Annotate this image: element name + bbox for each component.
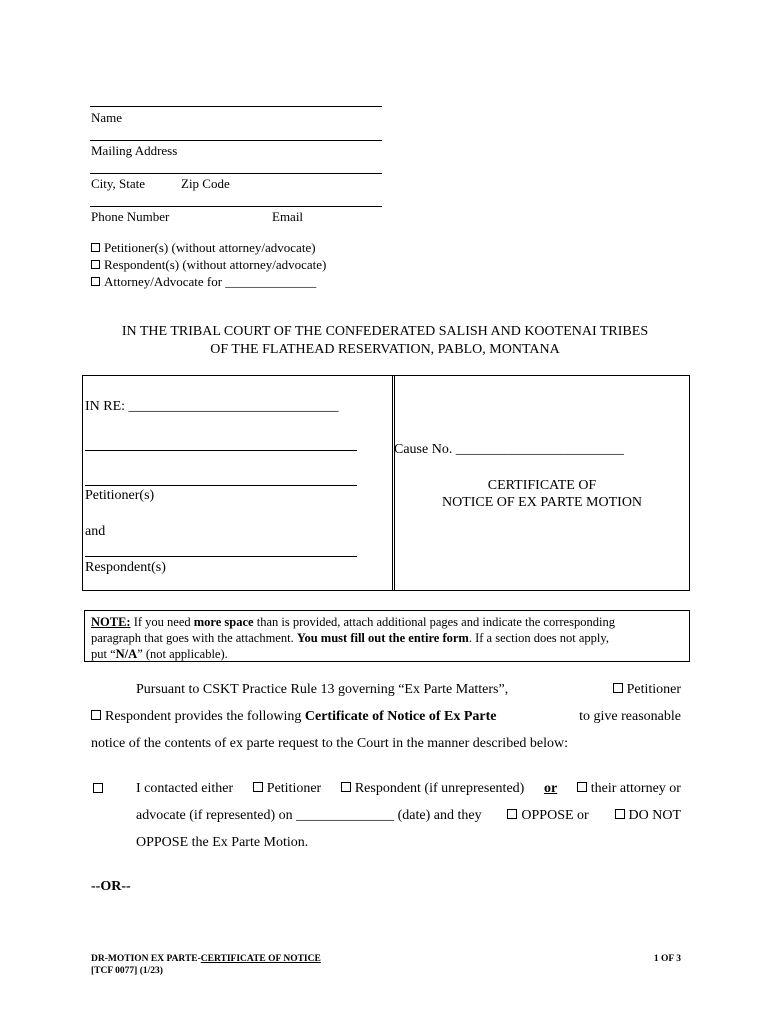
party-name-line-1[interactable]: [85, 450, 357, 451]
zip-code-label: Zip Code: [181, 176, 230, 191]
checkbox-label: Petitioner: [626, 682, 681, 697]
item-text: I contacted either: [136, 781, 234, 796]
checkbox-icon[interactable]: [615, 809, 625, 819]
item-text: OPPOSE the Ex Parte Motion.: [136, 835, 309, 850]
contact-item: [136, 780, 681, 861]
party-option-respondent[interactable]: [91, 257, 326, 274]
footer-form-code: [TCF 0077] (1/23): [91, 966, 163, 976]
body-paragraph: [91, 681, 681, 762]
mailing-address-line[interactable]: [90, 140, 382, 141]
and-label: and: [85, 524, 106, 539]
mailing-address-label: Mailing Address: [91, 143, 178, 158]
checkbox-label: their attorney or: [590, 781, 681, 796]
court-title: [60, 323, 710, 359]
checkbox-icon[interactable]: [91, 277, 100, 286]
party-option-label: Petitioner(s) (without attorney/advocate): [104, 240, 316, 255]
in-re-field[interactable]: IN RE: ______________________________: [85, 399, 339, 414]
city-state-zip-line[interactable]: [90, 173, 382, 174]
document-title-line2: NOTICE OF EX PARTE MOTION: [441, 495, 643, 510]
party-name-line-2[interactable]: [85, 485, 357, 486]
name-line[interactable]: [90, 106, 382, 107]
note-text: If you need: [130, 615, 194, 629]
court-title-line2: OF THE FLATHEAD RESERVATION, PABLO, MONTANA: [210, 342, 560, 357]
note-bold: N/A: [115, 647, 138, 661]
cause-number-field[interactable]: Cause No. ________________________: [394, 442, 624, 457]
paragraph-text: to give reasonable: [579, 709, 681, 724]
city-state-label: City, State: [91, 176, 146, 191]
checkbox-label: DO NOT: [628, 808, 681, 823]
phone-email-line[interactable]: [90, 206, 382, 207]
checkbox-icon[interactable]: [507, 809, 517, 819]
document-title: [396, 477, 688, 511]
party-option-petitioner[interactable]: [91, 240, 326, 257]
note-text: put “: [91, 647, 116, 661]
or-emphasis: or: [543, 781, 558, 796]
checkbox-icon[interactable]: [91, 260, 100, 269]
paragraph-bold: Certificate of Notice of Ex Parte: [304, 709, 497, 724]
checkbox-label: Respondent provides the following: [105, 709, 305, 724]
checkbox-icon[interactable]: [341, 782, 351, 792]
checkbox-label: Petitioner: [266, 781, 322, 796]
paragraph-text: notice of the contents of ex parte request to the Court in the manner described below:: [91, 736, 569, 751]
note-text: ” (not applicable).: [137, 647, 228, 661]
item-checkbox[interactable]: [93, 783, 103, 793]
note-label: NOTE:: [91, 615, 131, 629]
footer: [91, 953, 681, 977]
item-text: advocate (if represented) on ______________ (date) and they: [136, 808, 482, 823]
party-options: [91, 240, 326, 291]
phone-number-label: Phone Number: [91, 209, 170, 224]
email-label: Email: [272, 209, 304, 224]
note-bold: You must fill out the entire form: [296, 631, 469, 645]
party-option-label: Respondent(s) (without attorney/advocate): [104, 257, 327, 272]
note-text: . If a section does not apply,: [468, 631, 609, 645]
checkbox-icon[interactable]: [91, 243, 100, 252]
document-title-line1: CERTIFICATE OF: [487, 478, 597, 493]
note-bold: more space: [193, 615, 254, 629]
checkbox-icon[interactable]: [91, 710, 101, 720]
name-label: Name: [91, 110, 123, 125]
respondents-label: Respondent(s): [85, 560, 166, 575]
note-box: [84, 610, 690, 662]
checkbox-icon[interactable]: [577, 782, 587, 792]
party-option-attorney[interactable]: [91, 274, 326, 291]
footer-form-title: CERTIFICATE OF NOTICE: [200, 954, 321, 964]
petitioners-label: Petitioner(s): [85, 488, 155, 503]
note-text: paragraph that goes with the attachment.: [91, 631, 297, 645]
court-title-line1: IN THE TRIBAL COURT OF THE CONFEDERATED SALISH AND KOOTENAI TRIBES: [121, 324, 649, 339]
checkbox-icon[interactable]: [613, 683, 623, 693]
party-option-label: Attorney/Advocate for ______________: [104, 274, 317, 289]
note-text: than is provided, attach additional pages and indicate the corresponding: [253, 615, 615, 629]
checkbox-label: OPPOSE or: [521, 808, 589, 823]
party-name-line-3[interactable]: [85, 556, 357, 557]
caption-divider: [392, 375, 395, 591]
or-separator: --OR--: [91, 879, 131, 894]
page-number: 1 OF 3: [653, 954, 681, 964]
paragraph-text: Pursuant to CSKT Practice Rule 13 governing “Ex Parte Matters”,: [136, 682, 509, 697]
footer-form-prefix: DR-MOTION EX PARTE-: [91, 954, 201, 964]
checkbox-icon[interactable]: [253, 782, 263, 792]
checkbox-label: Respondent (if unrepresented): [354, 781, 525, 796]
